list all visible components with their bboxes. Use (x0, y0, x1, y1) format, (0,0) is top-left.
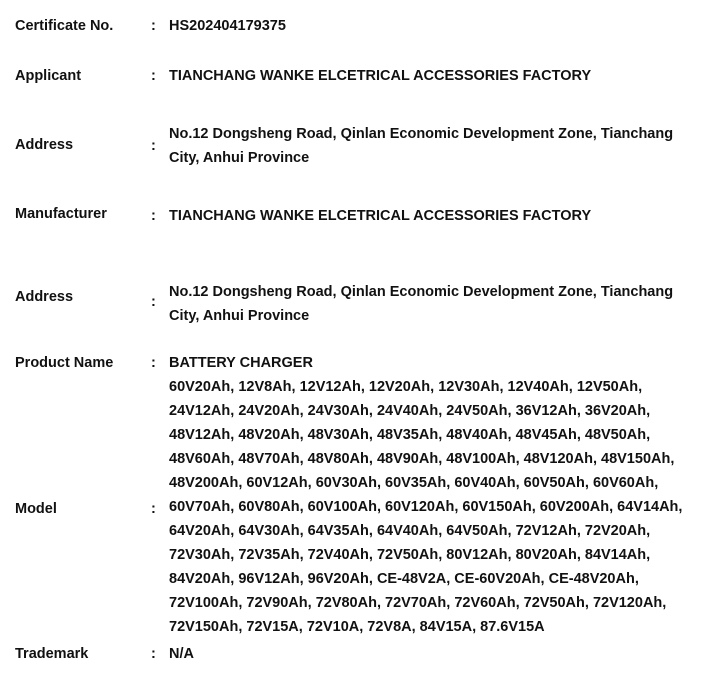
model-line: 60V70Ah, 60V80Ah, 60V100Ah, 60V120Ah, 60V150Ah, 60V200Ah, 64V14Ah, (169, 499, 683, 515)
applicant-address-line-1: No.12 Dongsheng Road, Qinlan Economic Development Zone, Tianchang (169, 126, 674, 142)
model-line: 64V20Ah, 64V30Ah, 64V35Ah, 64V40Ah, 64V50Ah, 72V12Ah, 72V20Ah, (169, 523, 651, 539)
model-separator: : (151, 501, 156, 517)
manufacturer-address-line-1: No.12 Dongsheng Road, Qinlan Economic Development Zone, Tianchang (169, 284, 674, 300)
model-line: 72V100Ah, 72V90Ah, 72V80Ah, 72V70Ah, 72V60Ah, 72V50Ah, 72V120Ah, (169, 595, 667, 611)
model-line: 48V200Ah, 60V12Ah, 60V30Ah, 60V35Ah, 60V40Ah, 60V50Ah, 60V60Ah, (169, 475, 659, 491)
manufacturer-address-label: Address (15, 289, 74, 305)
product-name-value: BATTERY CHARGER (169, 355, 313, 371)
manufacturer-address-value (169, 280, 704, 328)
applicant-label: Applicant (15, 68, 82, 84)
model-line: 60V20Ah, 12V8Ah, 12V12Ah, 12V20Ah, 12V30Ah, 12V40Ah, 12V50Ah, (169, 379, 643, 395)
applicant-value: TIANCHANG WANKE ELCETRICAL ACCESSORIES FACTORY (169, 68, 592, 84)
applicant-separator: : (151, 68, 156, 84)
applicant-address-separator: : (151, 138, 156, 154)
trademark-label: Trademark (15, 646, 89, 662)
model-line: 48V60Ah, 48V70Ah, 48V80Ah, 48V90Ah, 48V100Ah, 48V120Ah, 48V150Ah, (169, 451, 675, 467)
manufacturer-address-separator: : (151, 294, 156, 310)
model-line: 24V12Ah, 24V20Ah, 24V30Ah, 24V40Ah, 24V50Ah, 36V12Ah, 36V20Ah, (169, 403, 651, 419)
model-label: Model (15, 501, 57, 517)
product-name-separator: : (151, 355, 156, 371)
model-line: 72V30Ah, 72V35Ah, 72V40Ah, 72V50Ah, 80V12Ah, 80V20Ah, 84V14Ah, (169, 547, 651, 563)
manufacturer-label: Manufacturer (15, 206, 107, 222)
trademark-separator: : (151, 646, 156, 662)
manufacturer-address-line-2: City, Anhui Province (169, 308, 310, 324)
certificate-no-separator: : (151, 18, 156, 34)
model-line: 84V20Ah, 96V12Ah, 96V20Ah, CE-48V2A, CE-60V20Ah, CE-48V20Ah, (169, 571, 639, 587)
model-list (169, 375, 704, 639)
applicant-address-label: Address (15, 137, 74, 153)
product-name-label: Product Name (15, 355, 114, 371)
certificate-no-label: Certificate No. (15, 18, 114, 34)
manufacturer-value: TIANCHANG WANKE ELCETRICAL ACCESSORIES FACTORY (169, 208, 592, 224)
manufacturer-separator: : (151, 208, 156, 224)
certificate-no-value: HS202404179375 (169, 18, 286, 34)
model-line: 72V150Ah, 72V15A, 72V10A, 72V8A, 84V15A, 87.6V15A (169, 619, 545, 635)
trademark-value: N/A (169, 646, 194, 662)
model-line: 48V12Ah, 48V20Ah, 48V30Ah, 48V35Ah, 48V40Ah, 48V45Ah, 48V50Ah, (169, 427, 651, 443)
applicant-address-value (169, 122, 704, 170)
applicant-address-line-2: City, Anhui Province (169, 150, 310, 166)
